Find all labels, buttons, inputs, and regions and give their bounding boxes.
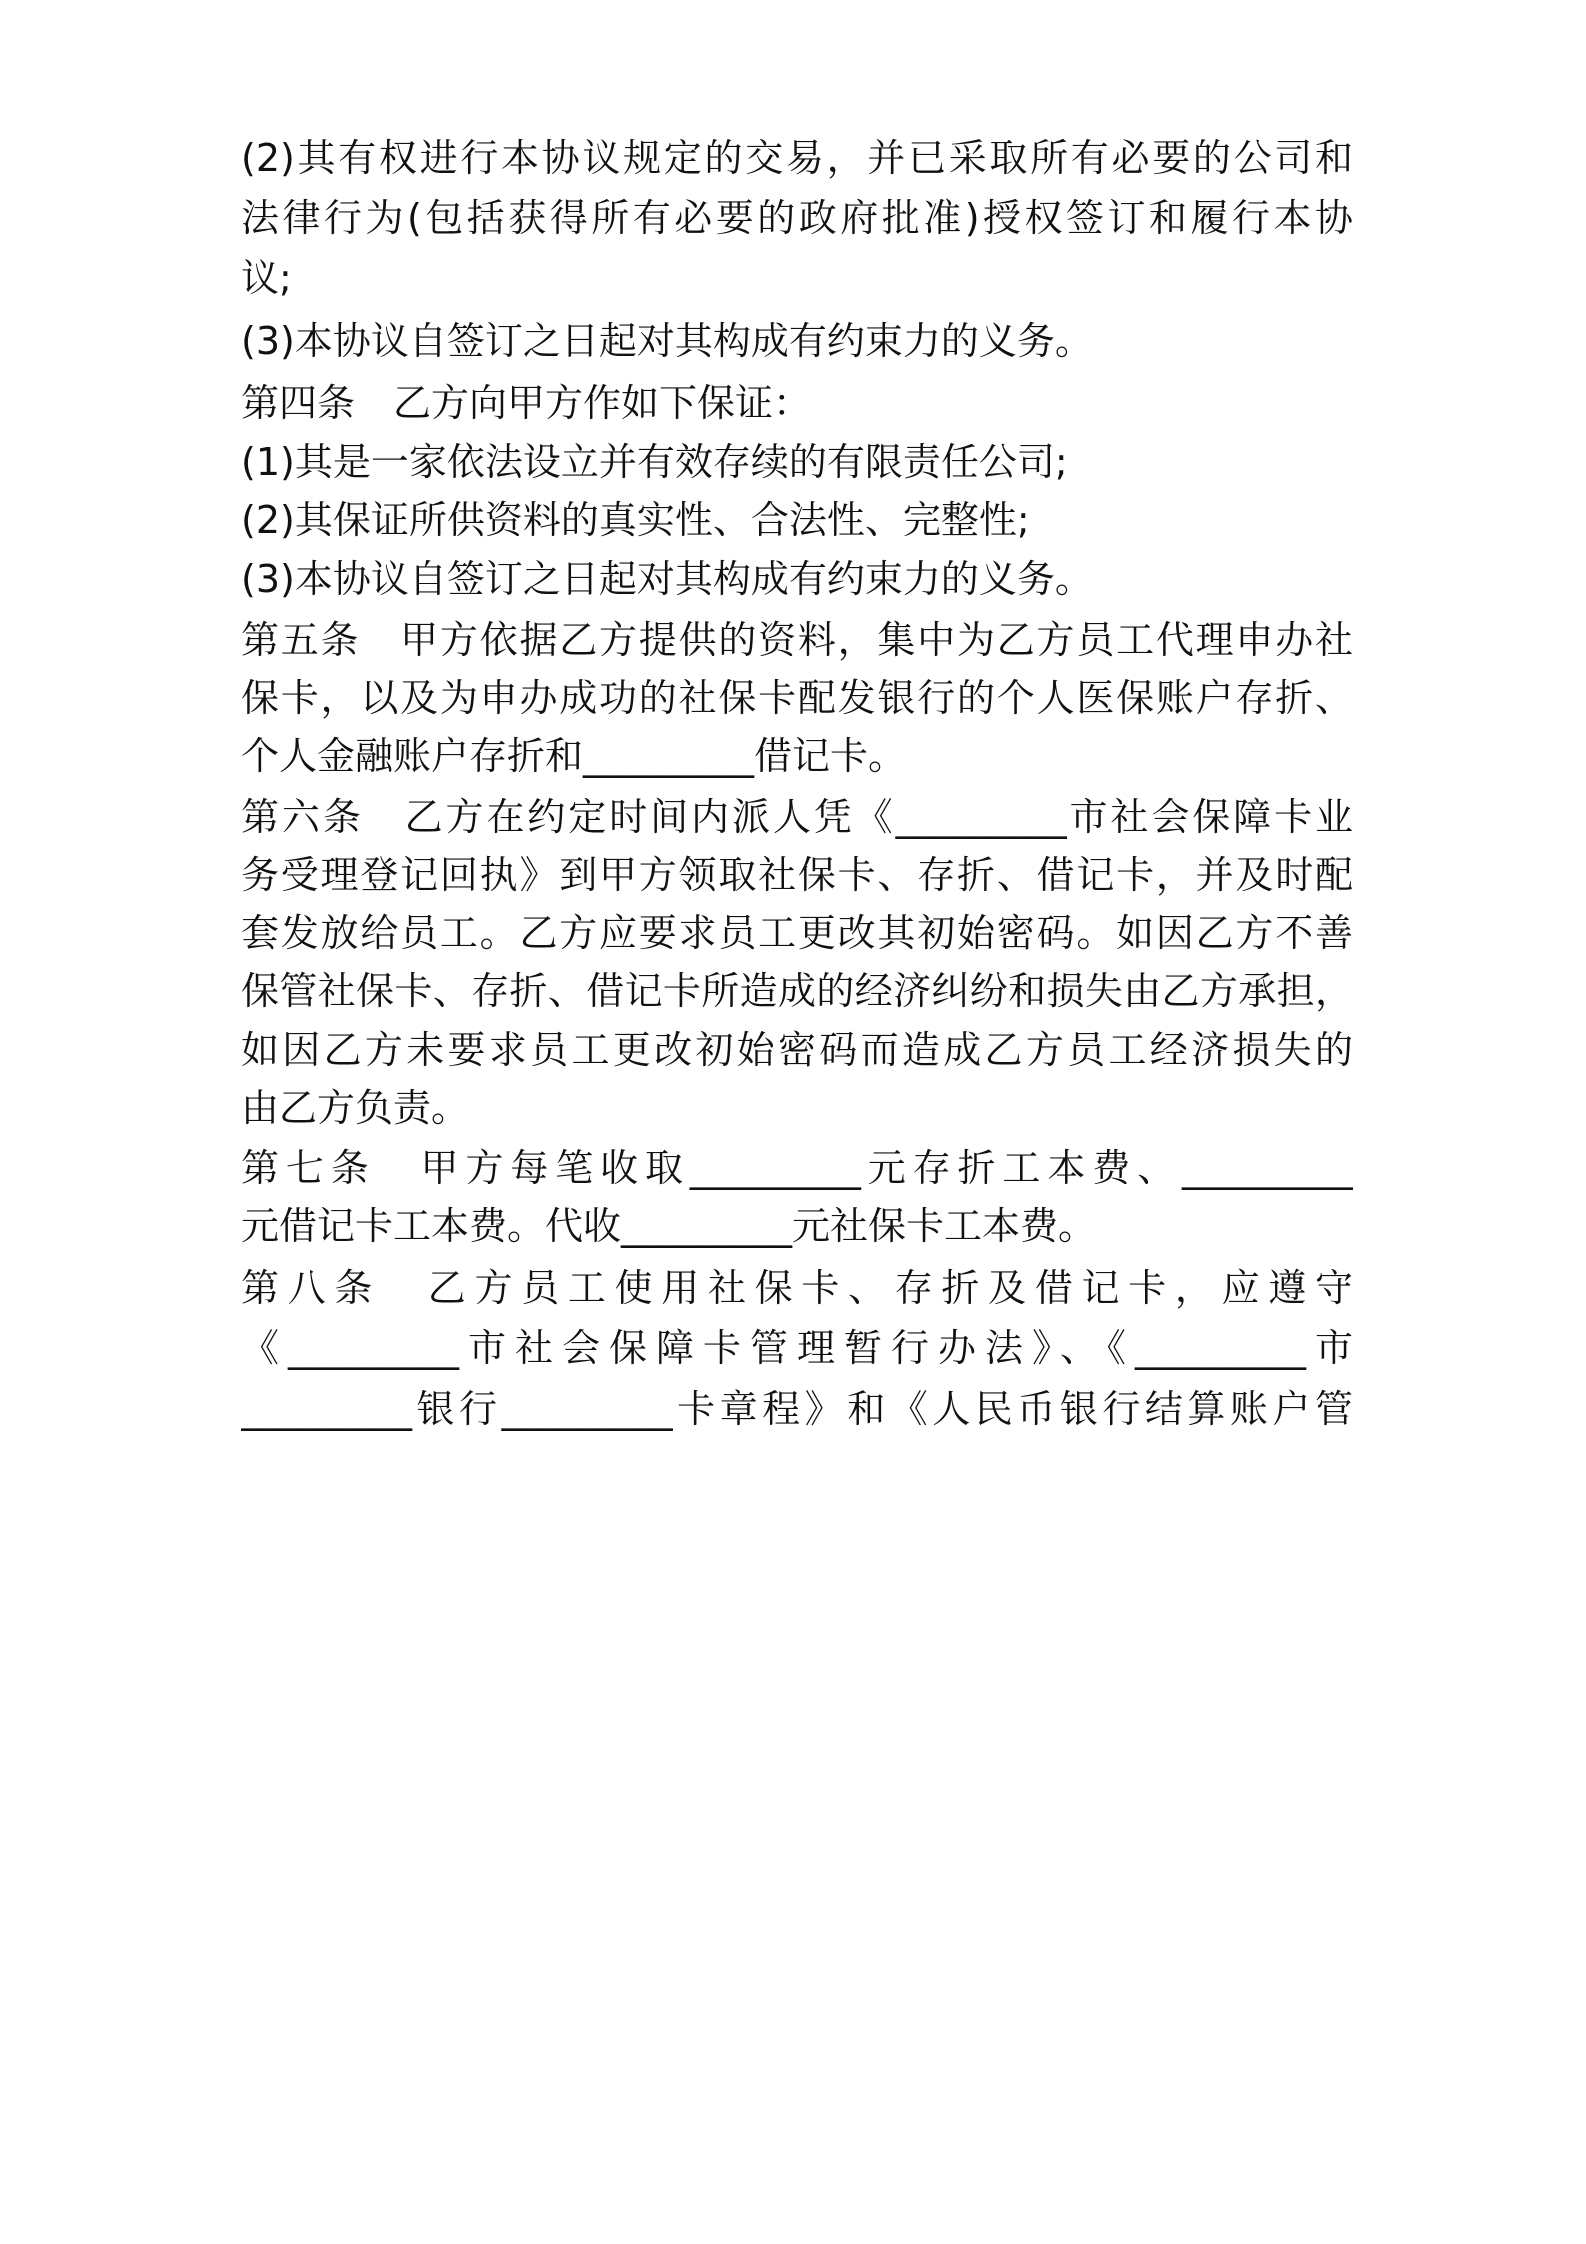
text-line: 保管社保卡、存折、借记卡所造成的经济纠纷和损失由乙方承担， — [241, 969, 1353, 1013]
text-line: (3)本协议自签订之日起对其构成有约束力的义务。 — [241, 319, 1093, 363]
text-line: (2)其有权进行本协议规定的交易，并已采取所有必要的公司和 — [241, 136, 1353, 180]
text-line: (3)本协议自签订之日起对其构成有约束力的义务。 — [241, 557, 1093, 601]
text-line: 法律行为(包括获得所有必要的政府批准)授权签订和履行本协 — [241, 196, 1353, 240]
text-line: (1)其是一家依法设立并有效存续的有限责任公司; — [241, 440, 1068, 484]
text-line: 如因乙方未要求员工更改初始密码而造成乙方员工经济损失的 — [241, 1028, 1353, 1072]
article-heading-4: 第四条 乙方向甲方作如下保证： — [241, 381, 812, 425]
text-line: 由乙方负责。 — [241, 1086, 470, 1130]
text-line: 套发放给员工。乙方应要求员工更改其初始密码。如因乙方不善 — [241, 911, 1353, 955]
text-line: 议; — [241, 256, 292, 300]
text-line: (2)其保证所供资料的真实性、合法性、完整性; — [241, 498, 1030, 542]
text-line: 《_________市社会保障卡管理暂行办法》、《_________市 — [241, 1326, 1353, 1370]
text-line: _________银行_________卡章程》和《人民币银行结算账户管 — [241, 1387, 1353, 1431]
text-line: 个人金融账户存折和_________借记卡。 — [241, 734, 907, 778]
article-7-line: 第七条 甲方每笔收取_________元存折工本费、_________ — [241, 1146, 1353, 1190]
text-line: 保卡，以及为申办成功的社保卡配发银行的个人医保账户存折、 — [241, 676, 1353, 720]
article-5-line: 第五条 甲方依据乙方提供的资料，集中为乙方员工代理申办社 — [241, 618, 1353, 662]
text-line: 元借记卡工本费。代收_________元社保卡工本费。 — [241, 1204, 1097, 1248]
text-line: 务受理登记回执》到甲方领取社保卡、存折、借记卡，并及时配 — [241, 853, 1353, 897]
article-8-line: 第八条 乙方员工使用社保卡、存折及借记卡，应遵守 — [241, 1266, 1353, 1310]
article-6-line: 第六条 乙方在约定时间内派人凭《_________市社会保障卡业 — [241, 795, 1353, 839]
